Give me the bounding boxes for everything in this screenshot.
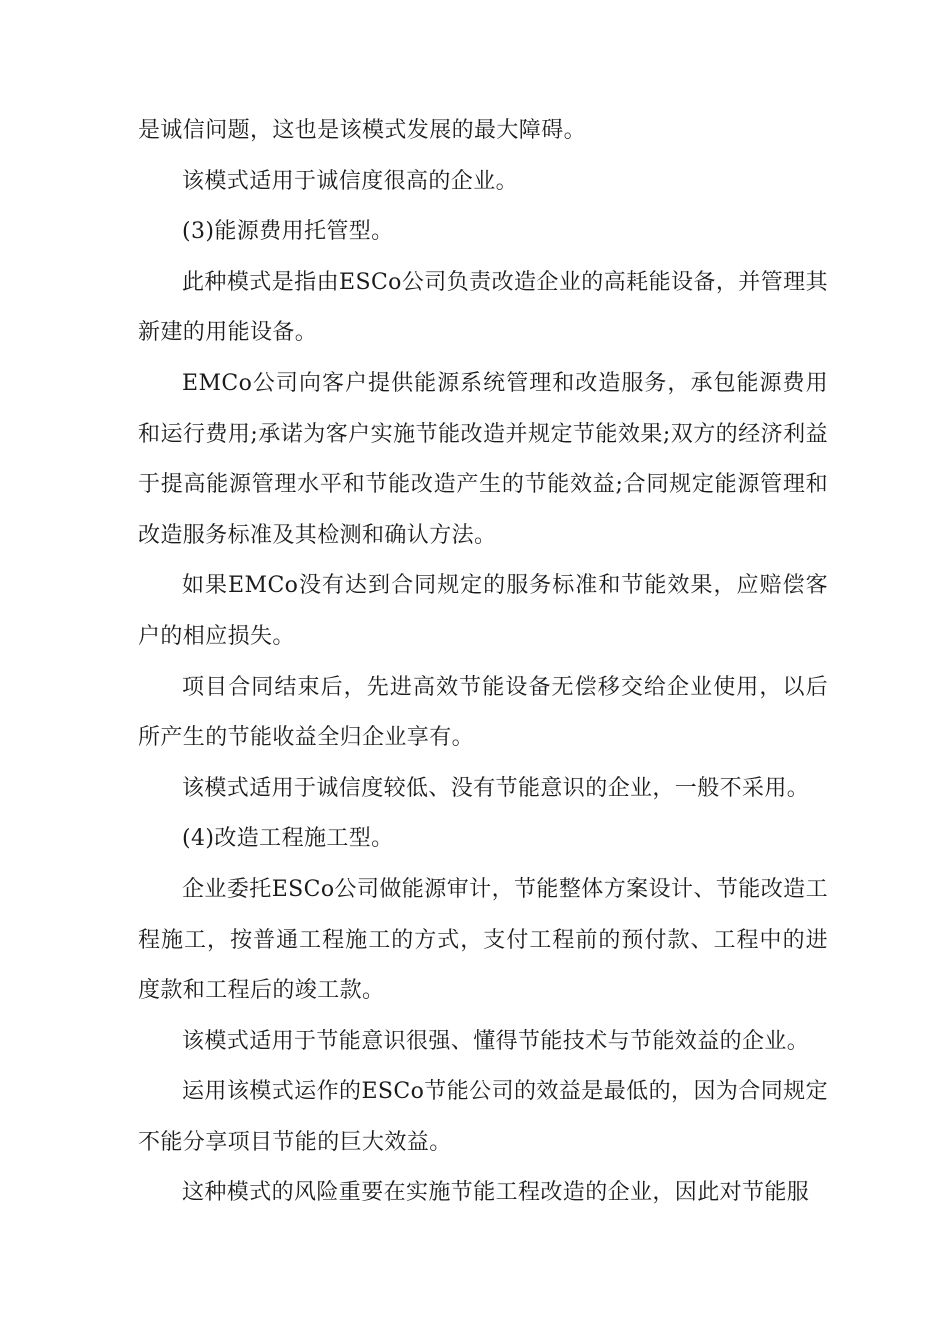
section-heading: (3)能源费用托管型。 — [182, 219, 394, 245]
section-heading: (4)改造工程施工型。 — [182, 826, 394, 852]
paragraph: 该模式适用于诚信度很高的企业。 — [182, 168, 519, 194]
paragraph: 该模式适用于诚信度较低、没有节能意识的企业，一般不采用。 — [182, 775, 810, 801]
paragraph: 运用该模式运作的ESCo节能公司的效益是最低的，因为合同规定不能分享项目节能的巨大效益。 — [138, 1079, 828, 1155]
paragraph: 企业委托ESCo公司做能源审计，节能整体方案设计、节能改造工程施工，按普通工程施工的方式，支付工程前的预付款、工程中的进度款和工程后的竣工款。 — [138, 876, 828, 1004]
document-body — [138, 106, 828, 1219]
paragraph: EMCo公司向客户提供能源系统管理和改造服务，承包能源费用和运行费用;承诺为客户实施节能改造并规定节能效果;双方的经济利益于提高能源管理水平和节能改造产生的节能效益;合同规定能源管理和改造服务标准及其检测和确认方法。 — [138, 370, 828, 548]
paragraph: 项目合同结束后，先进高效节能设备无偿移交给企业使用，以后所产生的节能收益全归企业享有。 — [138, 674, 828, 751]
paragraph: 此种模式是指由ESCo公司负责改造企业的高耗能设备，并管理其新建的用能设备。 — [138, 269, 828, 346]
paragraph: 如果EMCo没有达到合同规定的服务标准和节能效果，应赔偿客户的相应损失。 — [138, 573, 828, 649]
paragraph: 这种模式的风险重要在实施节能工程改造的企业，因此对节能服 — [182, 1180, 810, 1206]
paragraph: 是诚信问题，这也是该模式发展的最大障碍。 — [138, 118, 587, 143]
paragraph: 该模式适用于节能意识很强、懂得节能技术与节能效益的企业。 — [182, 1028, 810, 1054]
